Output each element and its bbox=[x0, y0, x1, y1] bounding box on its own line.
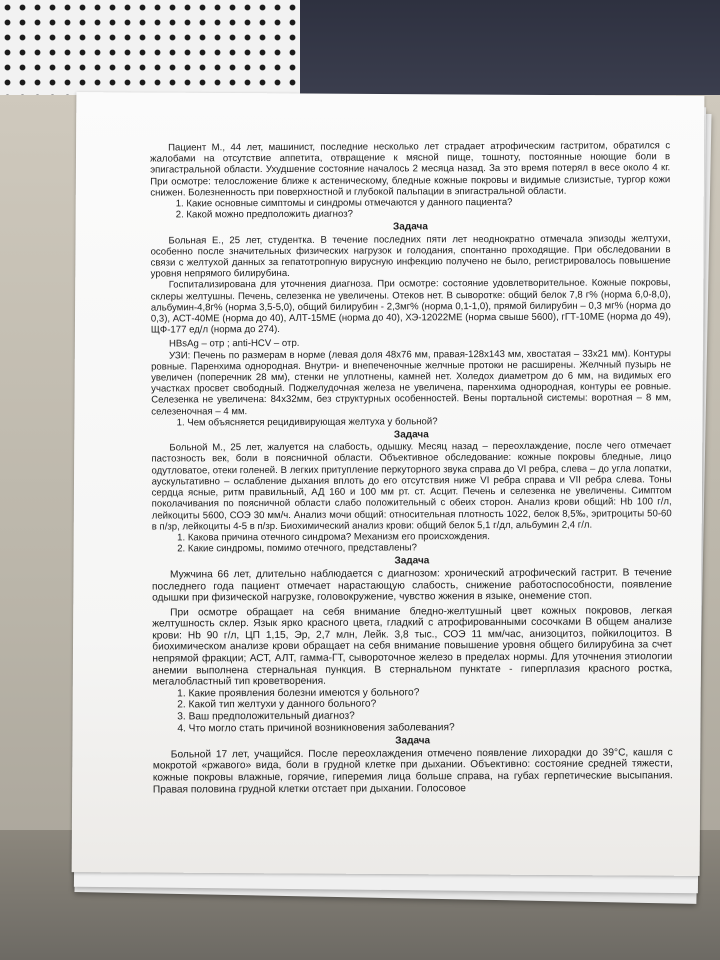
case1-questions bbox=[150, 196, 670, 221]
case4-question: 1. Какие проявления болезни имеются у больного? bbox=[188, 686, 672, 700]
case2-question: 1. Чем объясняется рецидивирующая желтуха у больной? bbox=[187, 415, 671, 428]
case1-question: 2. Какой можно предположить диагноз? bbox=[186, 207, 670, 220]
case3-heading: Задача bbox=[393, 429, 429, 441]
case3-question: 2. Какие синдромы, помимо отечного, представлены? bbox=[188, 541, 672, 554]
case5-paragraph: Больной 17 лет, учащийся. После переохлаждения отмечено появление лихорадки до 39°С, кашля с мокротой «ржавого» вида, боли в грудной клетке при дыхании. Объективно: состояние средней тяжести, кожные покровы влажные, горячие, гиперемия лица больше справа, на губах герпетические высыпания. Правая половина грудной клетки отстает при дыхании. Голосовое bbox=[152, 747, 673, 796]
case4-question: 3. Ваш предположительный диагноз? bbox=[189, 709, 673, 723]
case2-paragraph: Больная Е., 25 лет, студентка. В течение последних пяти лет неоднократно отмечала эпизоды желтухи, особенно после значительных физических нагрузок и голодания, спонтанно проходящие. При обследовании в связи с желтухой данных за гепатотропную вирусную инфекцию получено не было, регистрировалось повышение уровня непрямого билирубина. bbox=[150, 232, 671, 280]
case2-questions bbox=[151, 415, 671, 428]
case4-paragraph: При осмотре обращает на себя внимание бледно-желтушный цвет кожных покровов, легкая желтушность склер. Язык ярко красного цвета, гладкий с атрофированными сосочками В общем анализе крови: Hb 90 г/л, ЦП 1,15, Эр, 2,7 млн, Лейк. 3,8 тыс., СОЭ 11 мм/час, анизоцитоз, пойкилоцитоз. В биохимическом анализе крови обращает на себя внимание повышение уровня общего билирубина за счет непрямой фракции; АСТ, АЛТ, гамма-ГТ, сывороточное железо в пределах нормы. Для уточнения этиологии анемии выполнена стернальная пункция. В стернальном пунктате - гиперплазия красного ростка, мегалобластный тип кроветворения. bbox=[152, 604, 673, 688]
case3-questions bbox=[152, 530, 672, 555]
document-page bbox=[72, 92, 705, 876]
case2-heading: Задача bbox=[392, 221, 428, 233]
case1-text: Пациент М., 44 лет, машинист, последние несколько лет страдает атрофическим гастритом, обратился с жалобами на отсутствие аппетита, отвращение к мясной пище, тошноту, постоянные ноющие боли в эпигастральной области. Ухудшение состояние началось 2 месяца назад. За это время потерял в весе около 4 кг. При осмотре: телосложение ближе к астеническому, бледные кожные покровы и видимые слизистые, тургор кожи снижен. Болезненность при поверхностной и глубокой пальпации в эпигастральной области. bbox=[150, 140, 671, 199]
case3-question: 1. Какова причина отечного синдрома? Механизм его происхождения. bbox=[188, 530, 672, 543]
case1-question: 1. Какие основные симптомы и синдромы отмечаются у данного пациента? bbox=[186, 196, 670, 209]
case2-paragraph: Госпитализирована для уточнения диагноза. При осмотре: состояние удовлетворительное. Кожные покровы, склеры желтушны. Печень, селезенка не увеличены. Отеков нет. В сыворотке: общий белок 7,8 г% (норма 6,0-8,0), альбумин-4,8г% (норма 3,5-5,0), общий билирубин - 2,3мг% (норма 0,1-1,0), прямой билирубин – 0,3 мг% (норма до 0,3), АСТ-40МЕ (норма до 40), АЛТ-15МЕ (норма до 40), ХЭ-12022МЕ (норма свыше 5600), гГТ-10МЕ (норма до 49), ЩФ-177 ед/л (норма до 274). bbox=[150, 277, 671, 336]
case4-heading: Задача bbox=[394, 555, 430, 567]
case5-heading: Задача bbox=[395, 735, 431, 747]
case4-question: 4. Что могло стать причиной возникновения заболевания? bbox=[189, 721, 673, 735]
case3-paragraph: Больной М., 25 лет, жалуется на слабость, одышку. Месяц назад – переохлаждение, после чего отмечает пастозность век, боли в поясничной области. Объективное обследование: кожные покровы бледные, лицо одутловатое, отеки голеней. В легких притупление перкуторного звука справа до VI ребра, слева – до угла лопатки, аускультативно – ослабление дыхания вплоть до его отсутствия ниже VI ребра справа и VII ребра слева. Тоны сердца ясные, ритм правильный, АД 160 и 100 мм рт. ст. Асцит. Печень и селезенка не увеличены. Симптом поколачивания по поясничной области слабо положительный с обеих сторон. Анализ крови общий: Hb 100 г/л, лейкоциты 5600, СОЭ 30 мм/ч. Анализ мочи общий: относительная плотность 1022, белок 8,5‰, эритроциты 50-60 в п/зр, лейкоциты 4-5 в п/зр. Биохимический анализ крови: общий белок 5,1 г/дл, альбумин 2,4 г/л. bbox=[151, 440, 672, 533]
case4-questions bbox=[152, 686, 672, 735]
case4-question: 2. Какой тип желтухи у данного больного? bbox=[189, 698, 673, 712]
case2-paragraph: УЗИ: Печень по размерам в норме (левая доля 48х76 мм, правая-128х143 мм, хвостатая – 33х21 мм). Контуры ровные. Паренхима однородная. Внутри- и внепеченочные желчные протоки не расширены. Желчный пузырь не увеличен (поперечник 28 мм), стенки не уплотнены, камней нет. Холедох диаметром до 6 мм, на видимых его участках просвет свободный. Поджелудочная железа не увеличена, паренхима однородная, контуры ее ровные. Селезенка не увеличена: 84х32мм, без структурных особенностей. Вены портальной системы: воротная – 8 мм, селезеночная – 4 мм. bbox=[151, 347, 672, 418]
document-text bbox=[150, 140, 673, 795]
case2-serology: HBsAg – отр ; anti-HCV – отр. bbox=[168, 338, 300, 350]
case4-paragraph: Мужчина 66 лет, длительно наблюдается с диагнозом: хронический атрофический гастрит. В течение последнего года пациент отмечает нарастающую слабость, снижение работоспособности, появление одышки при физической нагрузке, головокружение, чувство жжения в языке, онемение стоп. bbox=[151, 567, 673, 604]
